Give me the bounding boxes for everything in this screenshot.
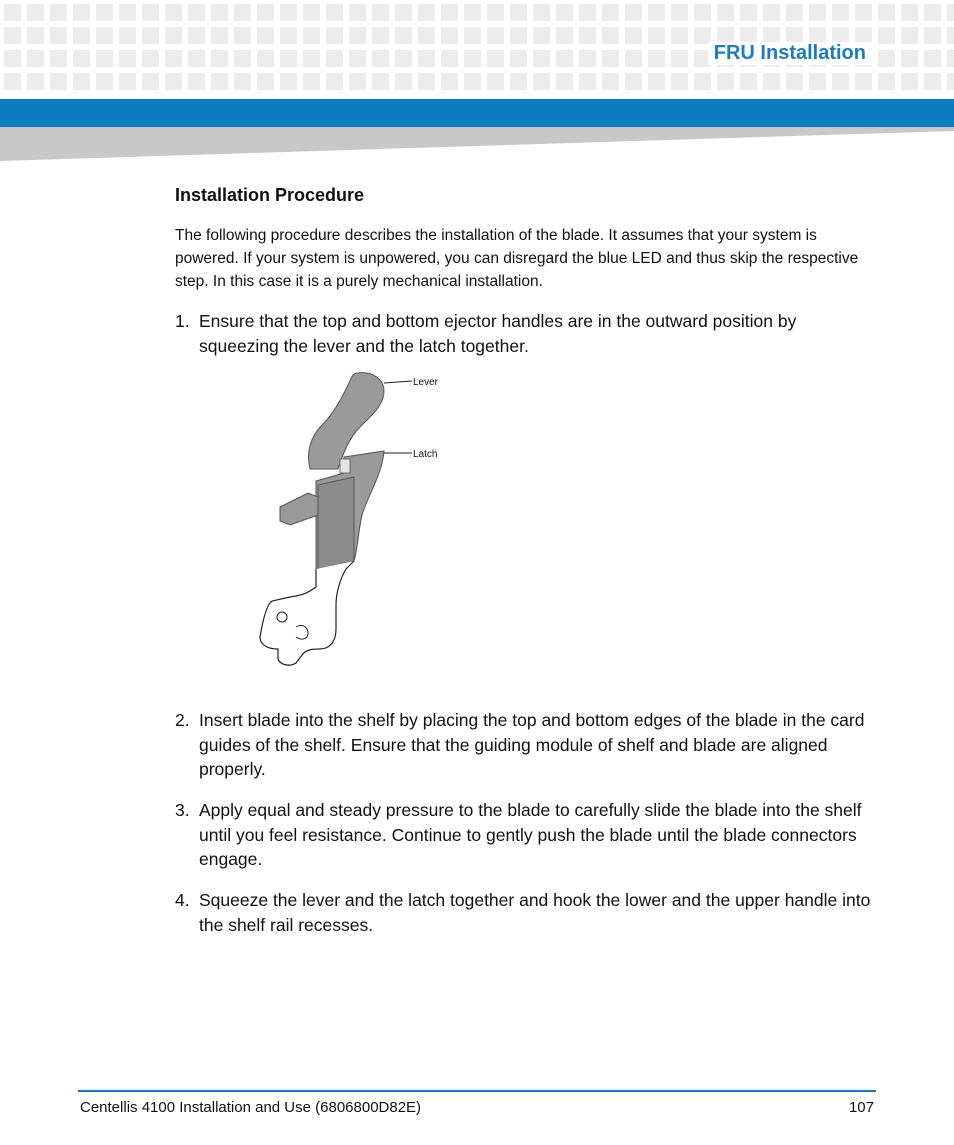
- step-number: 1.: [175, 311, 190, 331]
- step-text: Squeeze the lever and the latch together and hook the lower and the upper handle into the shelf rail recesses.: [199, 890, 871, 935]
- step-text: Insert blade into the shelf by placing the top and bottom edges of the blade in the card guides of the shelf. Ensure that the guiding module of shelf and blade are aligned properly.: [199, 710, 865, 779]
- footer-rule: [78, 1090, 876, 1092]
- step-number: 2.: [175, 710, 190, 730]
- ejector-handle-figure: [250, 365, 450, 675]
- latch-label: Latch: [413, 449, 438, 460]
- step-4: [175, 888, 880, 937]
- step-number: 4.: [175, 890, 190, 910]
- step-1: [175, 309, 880, 358]
- footer-page-number: 107: [848, 1099, 874, 1116]
- section-title: FRU Installation: [708, 42, 872, 65]
- step-text: Ensure that the top and bottom ejector handles are in the outward position by squeezing the lever and the latch together.: [199, 311, 797, 356]
- intro-paragraph: The following procedure describes the installation of the blade. It assumes that your system is powered. If your system is unpowered, you can disregard the blue LED and thus skip the respective step. In this case it is a purely mechanical installation.: [175, 227, 859, 290]
- lever-label: Lever: [413, 377, 439, 388]
- header-band: [0, 99, 954, 127]
- footer-document-title: Centellis 4100 Installation and Use (6806800D82E): [80, 1099, 422, 1116]
- step-3: [175, 798, 880, 872]
- section-heading: Installation Procedure: [175, 185, 365, 205]
- step-text: Apply equal and steady pressure to the blade to carefully slide the blade into the shelf until you feel resistance. Continue to gently push the blade until the blade connectors engage.: [199, 800, 862, 869]
- step-2: [175, 708, 880, 782]
- header-wedge: [0, 127, 954, 163]
- step-number: 3.: [175, 800, 190, 820]
